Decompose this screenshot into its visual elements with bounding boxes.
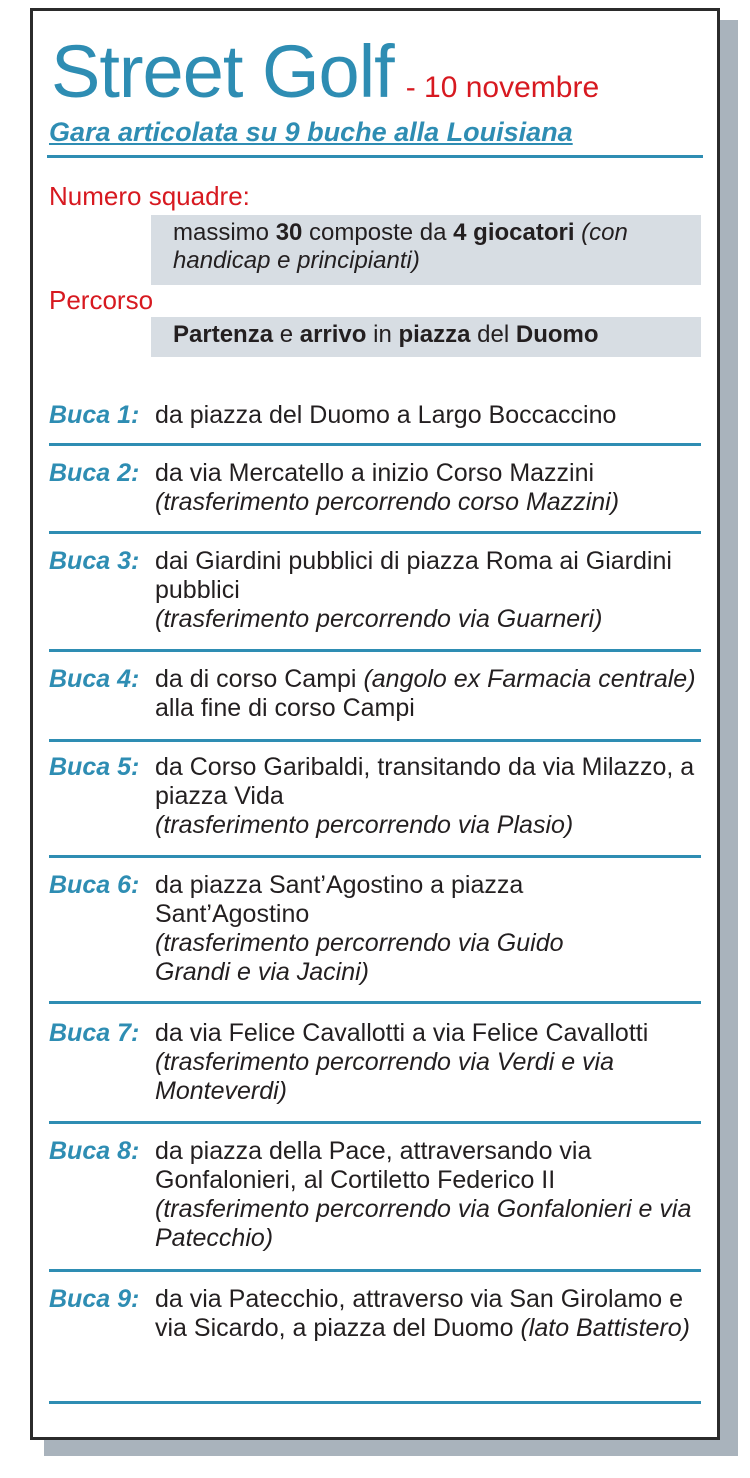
list-item-buca-2	[49, 459, 701, 539]
list-item-buca-9	[49, 1285, 701, 1415]
percorso-label: Percorso	[49, 285, 154, 315]
buca-note: (trasferimento percorrendo via Gonfalonieri e via Patecchio)	[155, 1195, 692, 1252]
squadre-text: massimo	[173, 219, 276, 246]
percorso-w4: in	[366, 321, 399, 348]
buca-note: (trasferimento percorrendo via Plasio)	[155, 811, 574, 839]
buca-line: da piazza Sant’Agostino a piazza Sant’Agostino	[155, 871, 524, 928]
buca-label: Buca 2:	[49, 459, 140, 487]
percorso-w2: e	[273, 321, 300, 348]
list-item-buca-7	[49, 1019, 701, 1129]
buca-rule	[49, 1001, 701, 1004]
list-item-buca-3	[49, 547, 701, 657]
percorso-box	[151, 317, 701, 357]
buca-label: Buca 5:	[49, 753, 140, 781]
list-item-buca-1	[49, 401, 701, 451]
buca-label: Buca 4:	[49, 665, 140, 693]
buca-text	[155, 753, 701, 840]
buca-line: da piazza della Pace, attraversando via Gonfalonieri, al Cortiletto Federico II	[155, 1137, 592, 1194]
buca-note: (trasferimento percorrendo via Guido Grandi e via Jacini)	[155, 929, 564, 986]
list-item-buca-5	[49, 753, 701, 863]
buca-line: da via Felice Cavallotti a via Felice Cavallotti	[155, 1019, 649, 1047]
buca-note: (trasferimento percorrendo via Guarneri)	[155, 605, 603, 633]
buca-line: da via Patecchio, attraverso via San Girolamo e via Sicardo, a piazza del Duomo	[155, 1285, 684, 1342]
buca-text	[155, 547, 701, 634]
buca-rule	[49, 1401, 701, 1404]
buca-rule	[49, 1269, 701, 1272]
buca-note: (trasferimento percorrendo via Verdi e via Monteverdi)	[155, 1048, 614, 1105]
buca-label: Buca 1:	[49, 401, 140, 429]
list-item-buca-4	[49, 665, 701, 745]
buca-line: dai Giardini pubblici di piazza Roma ai Giardini pubblici	[155, 547, 672, 604]
list-item-buca-8	[49, 1137, 701, 1277]
buca-note: (trasferimento percorrendo corso Mazzini)	[155, 488, 620, 516]
percorso-w6: del	[470, 321, 516, 348]
buca-rule	[49, 531, 701, 534]
percorso-w3: arrivo	[299, 321, 367, 348]
title-date: - 10 novembre	[405, 71, 600, 104]
header-rule	[47, 155, 703, 158]
buca-rule	[49, 649, 701, 652]
title-main: Street Golf	[51, 30, 394, 113]
buca-label: Buca 6:	[49, 871, 140, 899]
squadre-count: 30	[275, 219, 303, 246]
buca-line-end: alla fine di corso Campi	[155, 694, 415, 722]
buca-label: Buca 9:	[49, 1285, 140, 1313]
buca-rule	[49, 855, 701, 858]
buca-text	[155, 459, 701, 517]
buca-rule	[49, 739, 701, 742]
squadre-text-2: composte da	[302, 219, 454, 246]
buca-line: da via Mercatello a inizio Corso Mazzini	[155, 459, 595, 487]
buca-label: Buca 3:	[49, 547, 140, 575]
page-title	[51, 29, 599, 114]
buca-label: Buca 7:	[49, 1019, 140, 1047]
squadre-label: Numero squadre:	[49, 181, 250, 211]
buca-line: da piazza del Duomo a Largo Boccaccino	[155, 401, 617, 429]
buca-text	[155, 1285, 701, 1343]
buca-line: da di corso Campi	[155, 665, 364, 693]
list-item-buca-6	[49, 871, 701, 1011]
percorso-w5: piazza	[398, 321, 471, 348]
buca-rule	[49, 443, 701, 446]
buca-text	[155, 665, 701, 723]
buca-text	[155, 401, 701, 430]
buca-rule	[49, 1121, 701, 1124]
squadre-note: (con handicap e principianti)	[173, 219, 628, 274]
subtitle: Gara articolata su 9 buche alla Louisiana	[49, 117, 573, 147]
buca-text	[155, 1019, 701, 1106]
percorso-w7: Duomo	[515, 321, 599, 348]
squadre-players: 4 giocatori	[453, 219, 575, 246]
buca-text	[155, 1137, 701, 1253]
info-card	[30, 8, 720, 1440]
buca-line: da Corso Garibaldi, transitando da via Milazzo, a piazza Vida	[155, 753, 695, 810]
percorso-w1: Partenza	[173, 321, 274, 348]
buca-note: (angolo ex Farmacia centrale)	[363, 665, 696, 693]
buca-text	[155, 871, 641, 987]
buca-label: Buca 8:	[49, 1137, 140, 1165]
buca-note: (lato Battistero)	[520, 1314, 690, 1342]
squadre-box	[151, 215, 701, 285]
